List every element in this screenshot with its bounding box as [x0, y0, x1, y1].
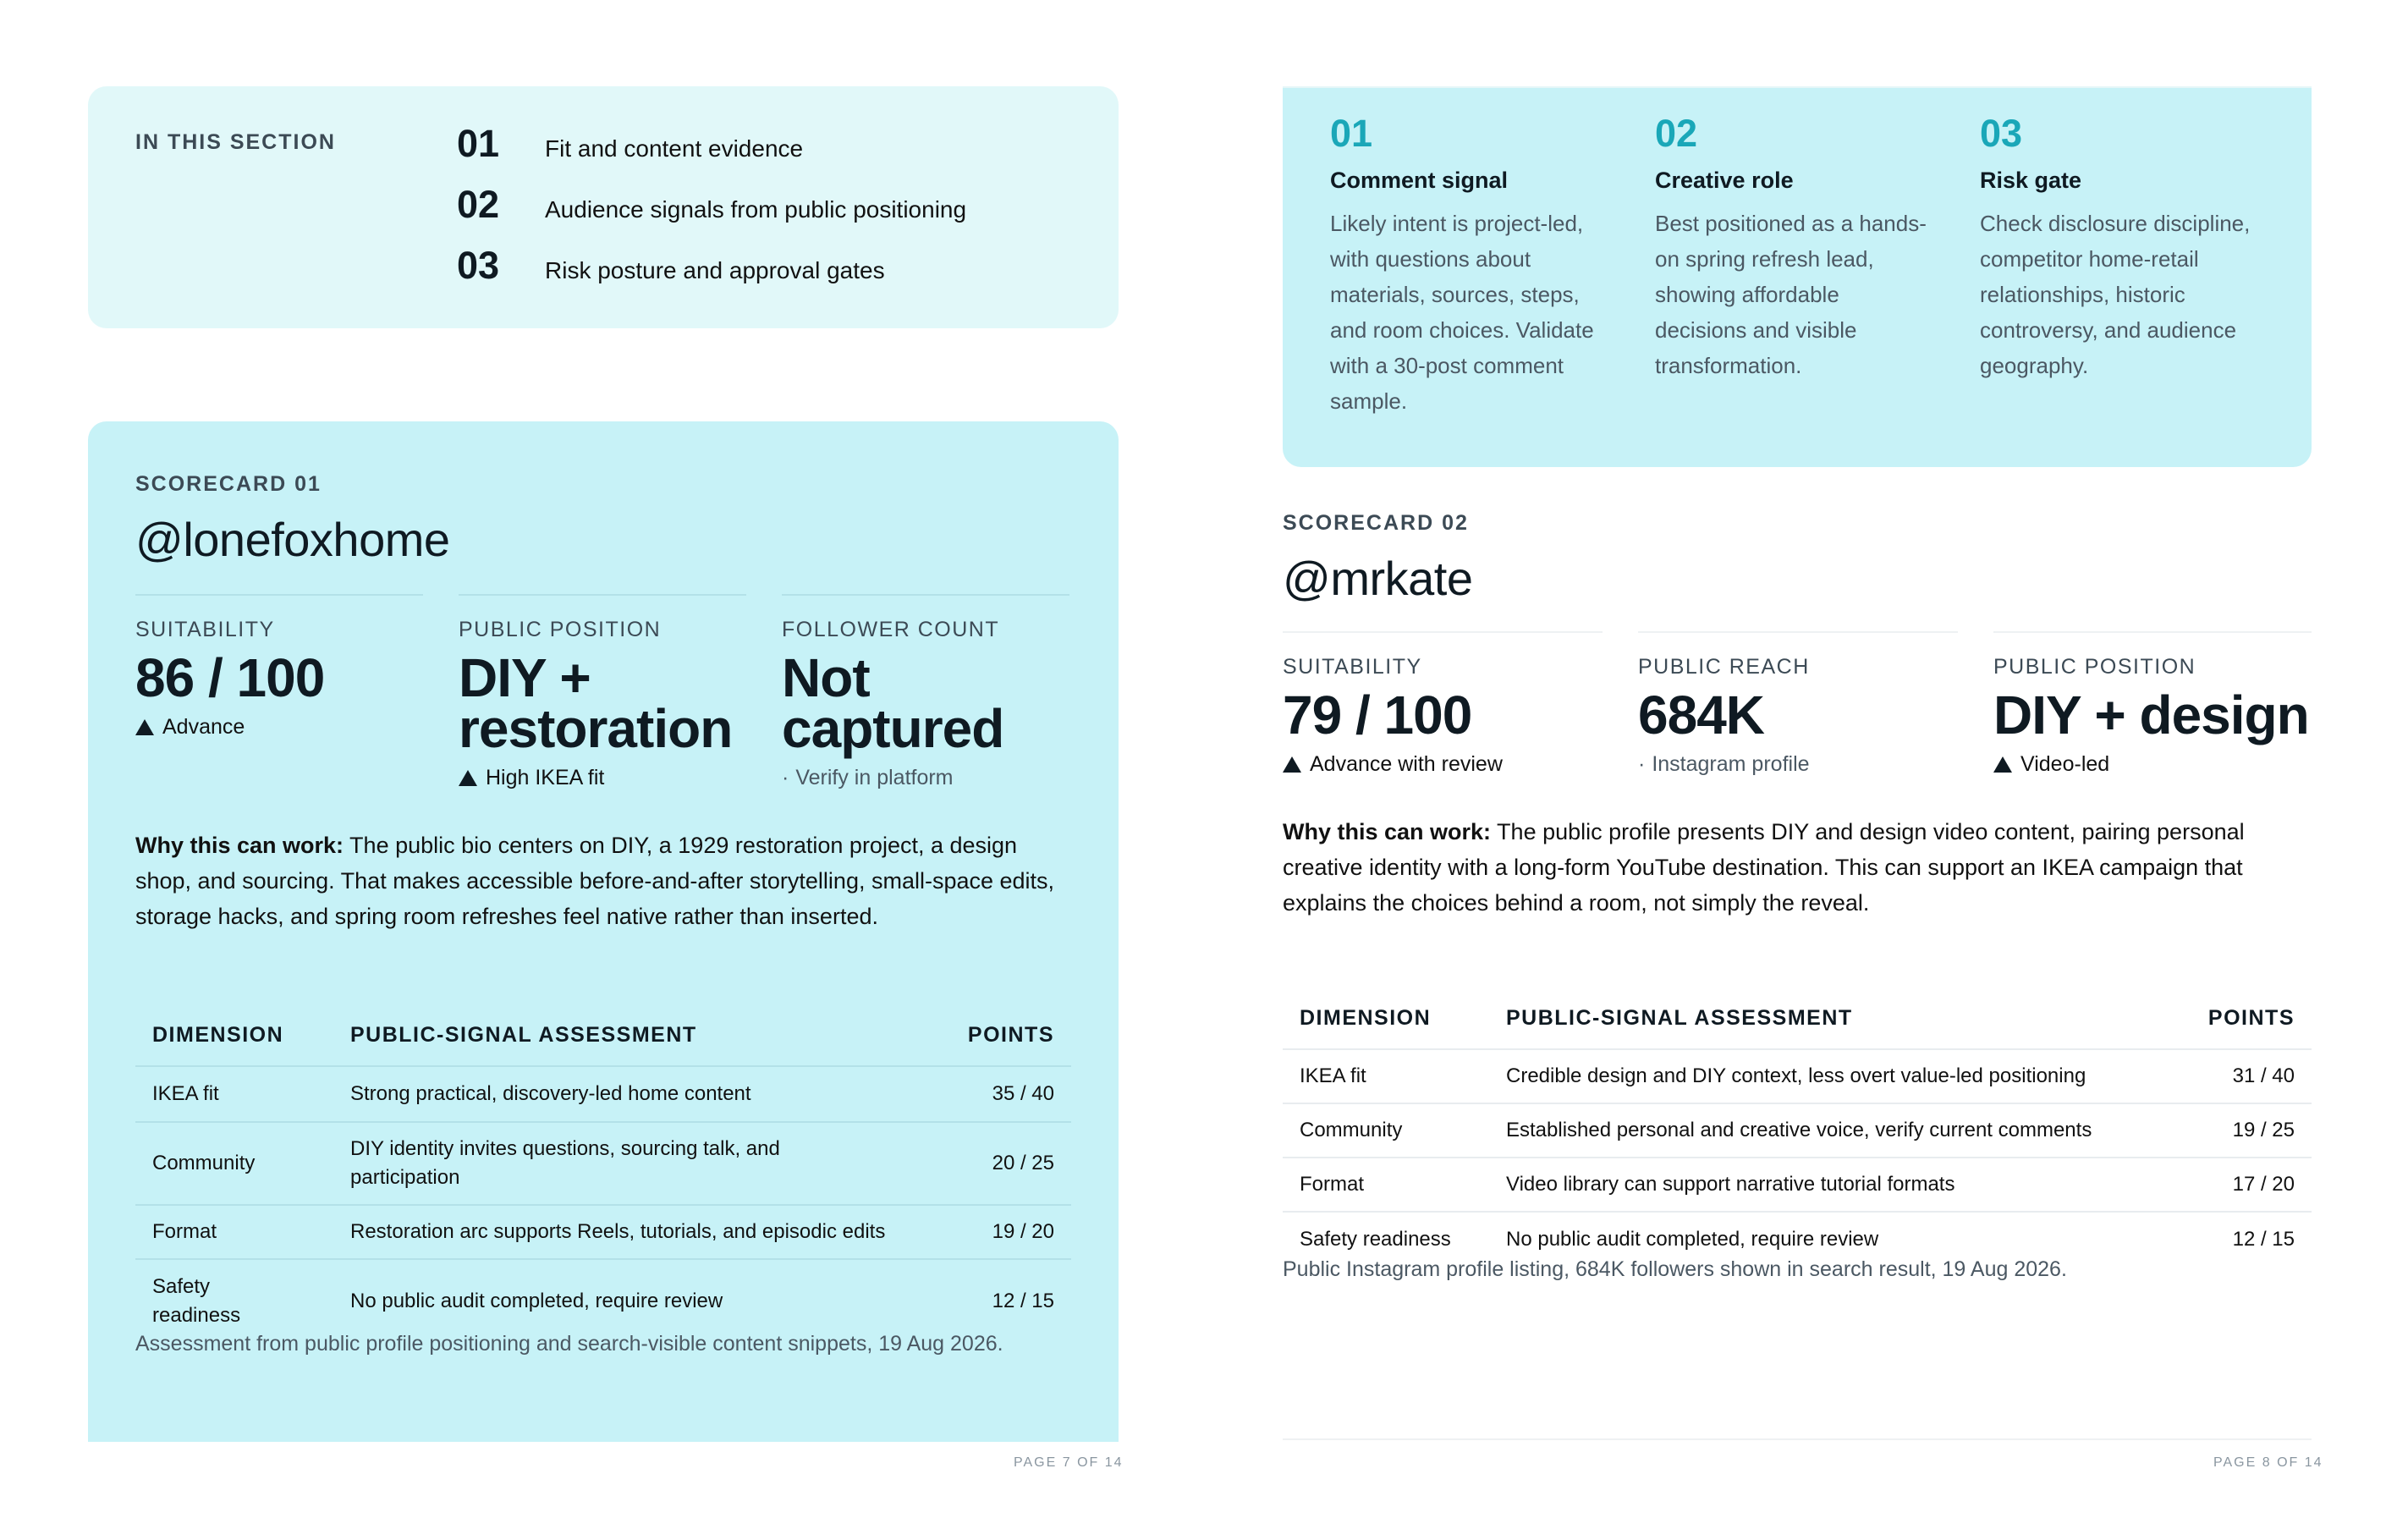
triangle-up-icon: [1993, 756, 2012, 773]
scorecard-kicker: SCORECARD 01: [135, 472, 322, 496]
cell-assessment: Restoration arc supports Reels, tutorials, and episodic edits: [333, 1205, 936, 1259]
metric-label: PUBLIC POSITION: [459, 618, 662, 641]
cell-points: 20 / 25: [936, 1122, 1071, 1205]
metric-public-position: [459, 594, 746, 790]
cell-dimension: IKEA fit: [1283, 1049, 1489, 1103]
why-text: The public profile presents DIY and design video content, pairing personal creative identity with a long-form YouTube destination. This can support an IKEA campaign that explains the choices behind a room, not simply the reveal.: [1283, 819, 2245, 916]
table-header-row: [1283, 988, 2312, 1049]
signal-risk-gate: [1980, 112, 2259, 383]
column-header-points: POINTS: [936, 1005, 1071, 1066]
column-header-points: POINTS: [2185, 988, 2312, 1049]
column-header-dimension: DIMENSION: [1283, 988, 1489, 1049]
signal-number: 03: [1980, 112, 2023, 155]
triangle-up-icon: [135, 719, 154, 735]
metric-note: [1283, 752, 1603, 777]
metric-value-line: Not: [782, 647, 870, 708]
metric-note-text: High IKEA fit: [486, 766, 605, 789]
table-row: [135, 1259, 1071, 1342]
metric-note: [459, 766, 746, 790]
scorecard-kicker: SCORECARD 02: [1283, 511, 1469, 535]
cell-dimension: Safety readiness: [152, 1274, 241, 1327]
metric-value: 79 / 100: [1283, 685, 1472, 745]
metric-value-line: DIY +: [459, 647, 591, 708]
metric-label: PUBLIC POSITION: [1993, 655, 2196, 679]
section-item-label: Audience signals from public positioning: [545, 196, 967, 223]
creator-handle: @mrkate: [1283, 552, 1473, 605]
signal-title: Creative role: [1655, 168, 1794, 193]
metric-public-position: [1993, 631, 2312, 777]
metric-value: [782, 647, 1069, 759]
cell-assessment: DIY identity invites questions, sourcing talk, and participation: [333, 1122, 936, 1205]
cell-points: 35 / 40: [936, 1066, 1071, 1122]
cell-points: 17 / 20: [2185, 1158, 2312, 1212]
metric-note: [135, 715, 423, 740]
section-contents-card: [88, 86, 1119, 328]
metrics-row: [135, 594, 1069, 790]
signal-body: Best positioned as a hands-on spring refresh lead, showing affordable decisions and visible transformation.: [1655, 211, 1927, 378]
table-header-row: [135, 1005, 1071, 1066]
section-item-label: Fit and content evidence: [545, 135, 804, 162]
why-lead: Why this can work:: [1283, 819, 1492, 844]
why-this-can-work: [135, 828, 1075, 934]
section-contents-kicker: IN THIS SECTION: [135, 130, 336, 154]
signal-body: Check disclosure discipline, competitor home-retail relationships, historic controversy, and audience geography.: [1980, 211, 2251, 378]
metric-value: DIY + design: [1993, 685, 2309, 745]
scorecard-mrkate: [1283, 499, 2312, 1440]
metric-note-text: Advance with review: [1310, 752, 1503, 776]
metric-suitability: [135, 594, 423, 790]
cell-dimension: Community: [1283, 1103, 1489, 1158]
metric-suitability: [1283, 631, 1603, 777]
cell-points: 12 / 15: [992, 1289, 1054, 1312]
signal-body: Likely intent is project-led, with questions about materials, sources, steps, and room choices. Validate with a 30-post comment sample.: [1330, 211, 1594, 414]
why-lead: Why this can work:: [135, 833, 344, 858]
signal-title: Comment signal: [1330, 168, 1509, 193]
signals-card: [1283, 86, 2312, 467]
metric-note: [1638, 752, 1958, 777]
metric-label: SUITABILITY: [1283, 655, 1422, 679]
signal-comment: [1330, 112, 1609, 419]
why-this-can-work: [1283, 814, 2312, 921]
cell-assessment: No public audit completed, require review: [350, 1289, 723, 1312]
metric-note-text: Advance: [162, 715, 245, 739]
cell-dimension: IKEA fit: [135, 1066, 333, 1122]
cell-assessment: Strong practical, discovery‑led home content: [333, 1066, 936, 1122]
why-text: The public bio centers on DIY, a 1929 restoration project, a design shop, and sourcing. That makes accessible before-and-after storytelling, small-space edits, storage hacks, and spring room refreshes feel native rather than inserted.: [135, 833, 1055, 929]
signal-number: 02: [1655, 112, 1698, 155]
column-header-dimension: DIMENSION: [135, 1005, 333, 1066]
table-row: [1283, 1103, 2312, 1158]
metric-follower-count: [782, 594, 1069, 790]
metrics-row: [1283, 631, 2312, 777]
metric-note-text: Verify in platform: [795, 766, 954, 789]
scorecard-table: [135, 1005, 1071, 1342]
cell-assessment: Established personal and creative voice, verify current comments: [1489, 1103, 2185, 1158]
source-note: Public Instagram profile listing, 684K followers shown in search result, 19 Aug 2026.: [1283, 1257, 2067, 1281]
metric-note: [1993, 752, 2312, 777]
page-divider: [1283, 1438, 2312, 1440]
section-contents-item: [457, 183, 966, 244]
column-header-assessment: PUBLIC-SIGNAL ASSESSMENT: [333, 1005, 936, 1066]
signal-title: Risk gate: [1980, 168, 2082, 193]
metric-note-text: Instagram profile: [1652, 752, 1810, 776]
table-row: [135, 1066, 1071, 1122]
cell-points: 19 / 20: [936, 1205, 1071, 1259]
section-contents-item: [457, 244, 966, 305]
cell-points: 19 / 25: [2185, 1103, 2312, 1158]
column-header-assessment: PUBLIC-SIGNAL ASSESSMENT: [1489, 988, 2185, 1049]
metric-value-line: captured: [782, 698, 1004, 759]
metric-value: 86 / 100: [135, 647, 325, 708]
cell-assessment: Credible design and DIY context, less overt value‑led positioning: [1489, 1049, 2185, 1103]
dot-icon: ·: [782, 766, 789, 789]
metric-note-text: Video-led: [2020, 752, 2110, 776]
cell-assessment: No public audit completed, require review: [1506, 1227, 1879, 1251]
metric-note: [782, 766, 1069, 790]
section-item-number: 02: [457, 183, 500, 226]
metric-value: 684K: [1638, 685, 1764, 745]
scorecard-lonefoxhome: [88, 421, 1119, 1442]
cell-points: 12 / 15: [2232, 1227, 2295, 1251]
source-note: Assessment from public profile positioning and search-visible content snippets, 19 Aug 2026.: [135, 1332, 1003, 1356]
metric-label: PUBLIC REACH: [1638, 655, 1810, 679]
metric-value-line: restoration: [459, 698, 733, 759]
scorecard-table: [1283, 988, 2312, 1266]
cell-assessment: Video library can support narrative tutorial formats: [1489, 1158, 2185, 1212]
triangle-up-icon: [459, 770, 477, 786]
triangle-up-icon: [1283, 756, 1301, 773]
metric-label: FOLLOWER COUNT: [782, 618, 1000, 641]
signal-number: 01: [1330, 112, 1373, 155]
metric-value: [459, 647, 746, 759]
cell-dimension: Format: [1283, 1158, 1489, 1212]
section-item-number: 01: [457, 122, 500, 165]
section-item-label: Risk posture and approval gates: [545, 257, 885, 283]
cell-dimension: Community: [135, 1122, 333, 1205]
signal-creative-role: [1655, 112, 1934, 383]
table-row: [1283, 1049, 2312, 1103]
section-contents-list: [457, 122, 966, 305]
metric-label: SUITABILITY: [135, 618, 275, 641]
dot-icon: ·: [1638, 752, 1646, 776]
section-contents-item: [457, 122, 966, 183]
cell-dimension: Safety readiness: [1300, 1227, 1451, 1251]
page-number: PAGE 8 OF 14: [2213, 1455, 2323, 1470]
metric-public-reach: [1638, 631, 1958, 777]
table-row: [135, 1122, 1071, 1205]
section-item-number: 03: [457, 244, 500, 287]
cell-points: 31 / 40: [2185, 1049, 2312, 1103]
table-row: [1283, 1158, 2312, 1212]
page-number: PAGE 7 OF 14: [1014, 1455, 1124, 1470]
cell-dimension: Format: [135, 1205, 333, 1259]
table-row: [135, 1205, 1071, 1259]
creator-handle: @lonefoxhome: [135, 513, 450, 566]
